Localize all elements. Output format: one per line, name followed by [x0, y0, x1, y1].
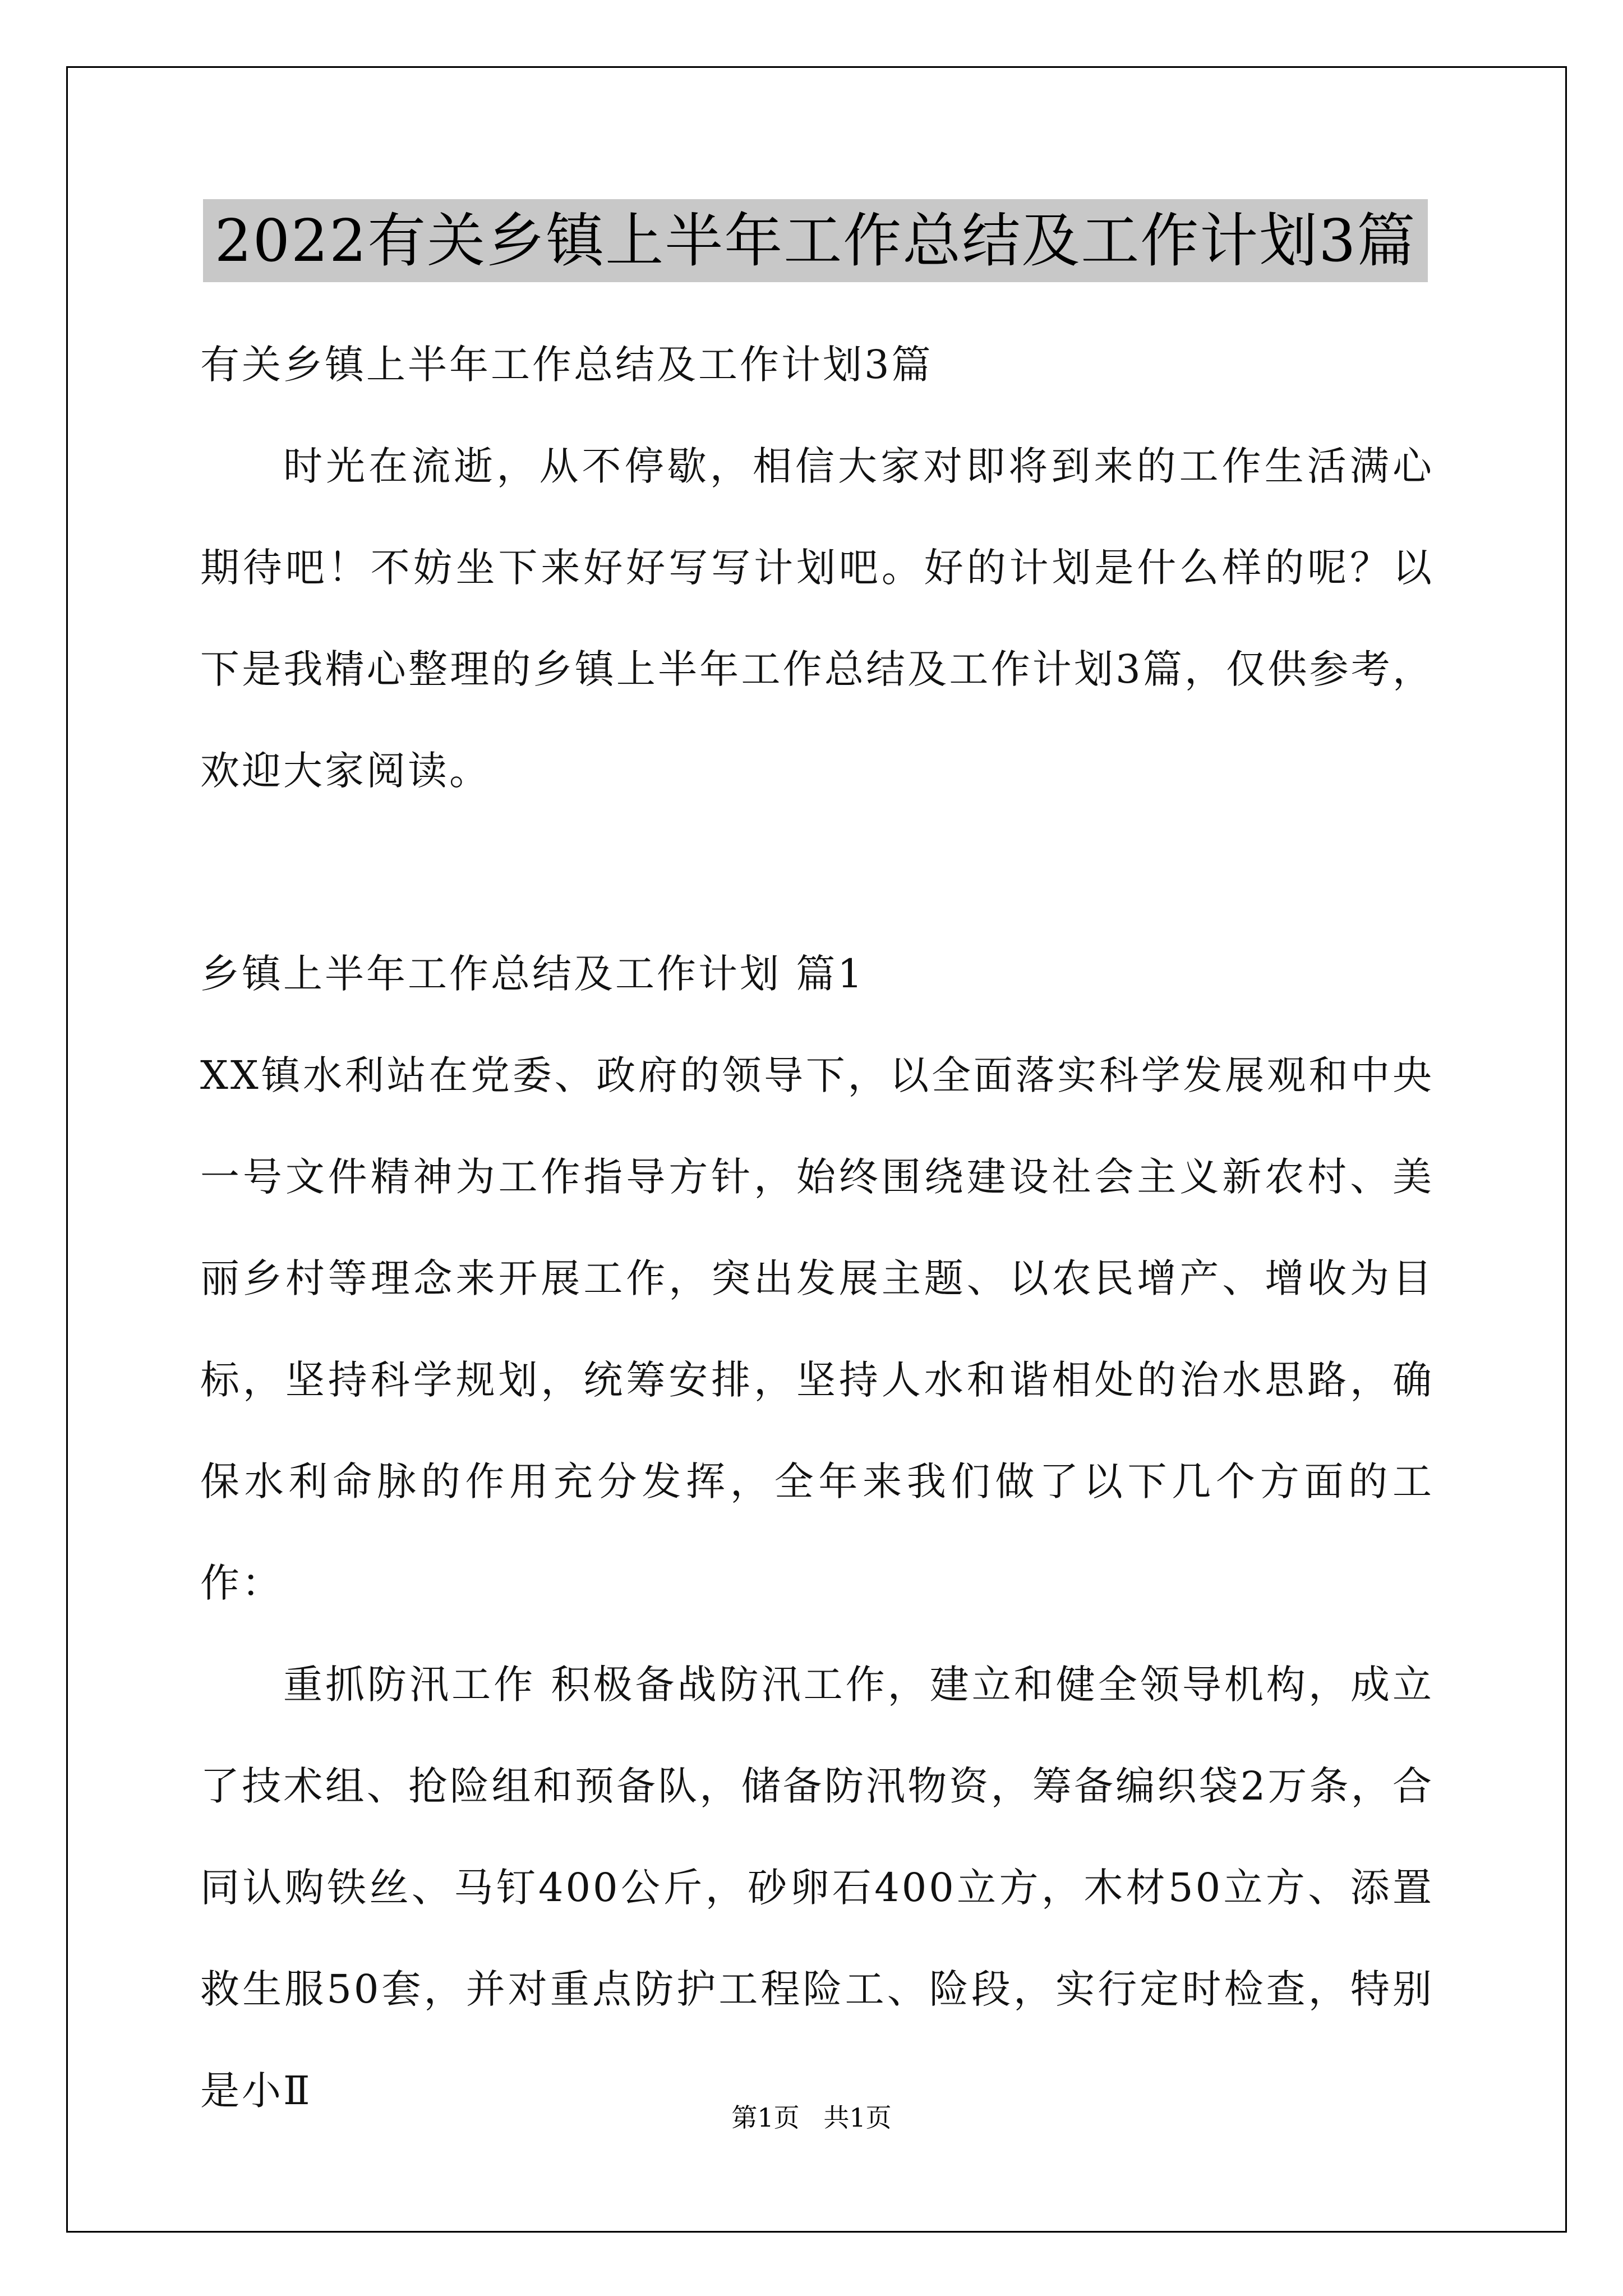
section-paragraph-2: 重抓防汛工作 积极备战防汛工作，建立和健全领导机构，成立了技术组、抢险组和预备队，储备防汛物资，筹备编织袋2万条，合同认购铁丝、马钉400公斤，砂卵石400立方，木材50立方、添置救生服50套，并对重点防护工程险工、险段，实行定时检查，特别是小Ⅱ: [200, 1662, 1434, 2114]
document-body: [200, 314, 1434, 2142]
section-paragraph-1: XX镇水利站在党委、政府的领导下，以全面落实科学发展观和中央一号文件精神为工作指导方针，始终围绕建设社会主义新农村、美丽乡村等理念来开展工作，突出发展主题、以农民增产、增收为目标，坚持科学规划，统筹安排，坚持人水和谐相处的治水思路，确保水利命脉的作用充分发挥，全年来我们做了以下几个方面的工作：: [200, 1052, 1434, 1606]
page-footer: [0, 2101, 1623, 2134]
document-subtitle: 有关乡镇上半年工作总结及工作计划3篇: [200, 342, 933, 388]
intro-paragraph: 时光在流逝，从不停歇，相信大家对即将到来的工作生活满心期待吧！不妨坐下来好好写写计划吧。好的计划是什么样的呢？以下是我精心整理的乡镇上半年工作总结及工作计划3篇，仅供参考，欢迎大家阅读。: [200, 443, 1434, 794]
section-heading: 乡镇上半年工作总结及工作计划 篇1: [200, 951, 865, 997]
document-title: 2022有关乡镇上半年工作总结及工作计划3篇: [203, 199, 1428, 282]
page-number: 第1页: [731, 2102, 800, 2133]
page-total: 共1页: [823, 2102, 892, 2133]
paragraph-spacer: [200, 822, 1434, 923]
